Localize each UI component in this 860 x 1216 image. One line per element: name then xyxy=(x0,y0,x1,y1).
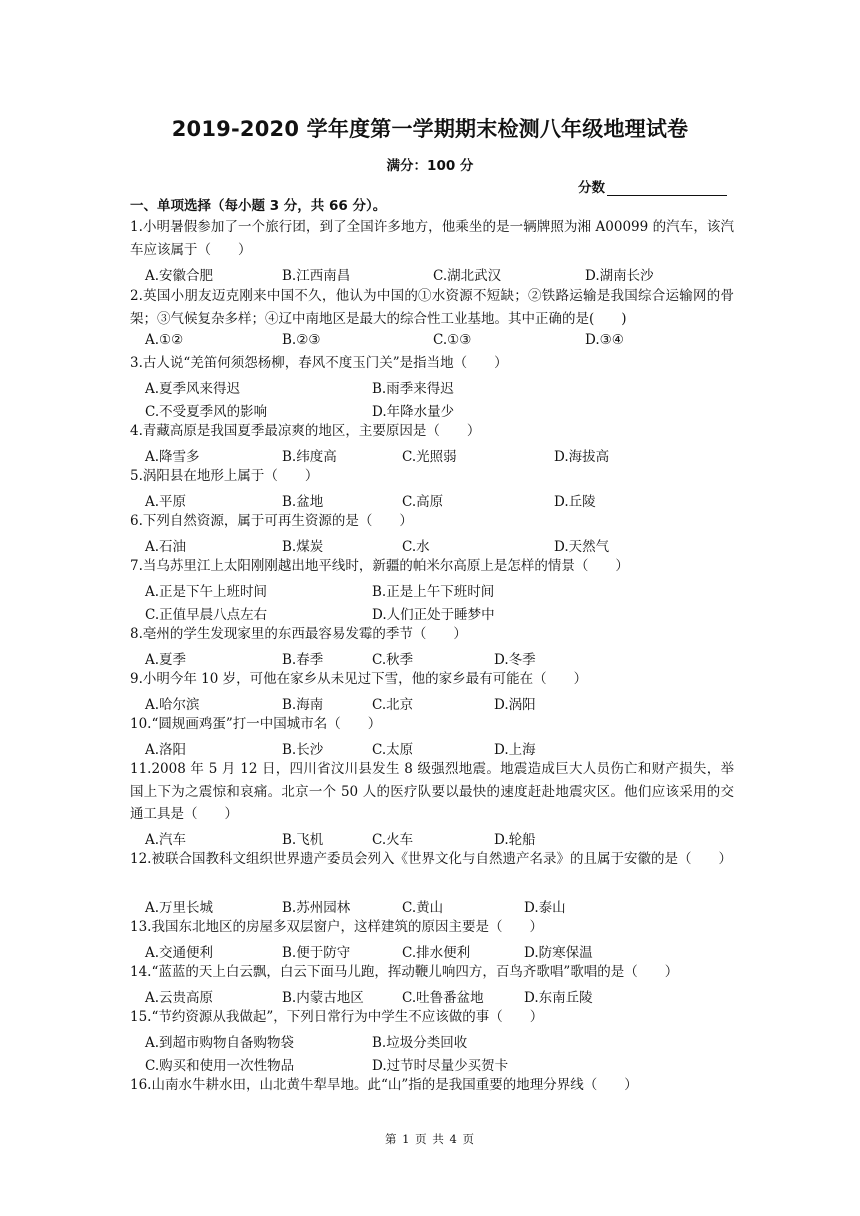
option-4d: D.海拔高 xyxy=(554,449,610,465)
option-8c: C.秋季 xyxy=(372,652,414,668)
option-14b: B.内蒙古地区 xyxy=(282,990,364,1006)
question-8: 8.亳州的学生发现家里的东西最容易发霉的季节（ ） xyxy=(130,626,467,642)
question-3: 3.古人说“羌笛何须怨杨柳，春风不度玉门关”是指当地（ ） xyxy=(130,355,508,371)
option-15c: C.购买和使用一次性物品 xyxy=(145,1058,295,1074)
option-6d: D.天然气 xyxy=(554,539,610,555)
option-7c: C.正值早晨八点左右 xyxy=(145,607,268,623)
option-1d: D.湖南长沙 xyxy=(585,268,654,284)
option-2c: C.①③ xyxy=(433,332,472,348)
option-9a: A.哈尔滨 xyxy=(145,697,200,713)
option-4c: C.光照弱 xyxy=(402,449,457,465)
option-3b: B.雨季来得迟 xyxy=(372,381,454,397)
question-10: 10.“圆规画鸡蛋”打一中国城市名（ ） xyxy=(130,716,382,732)
option-4a: A.降雪多 xyxy=(145,449,200,465)
option-5a: A.平原 xyxy=(145,494,187,510)
question-12: 12.被联合国教科文组织世界遗产委员会列入《世界文化与自然遗产名录》的且属于安徽的是（ ） xyxy=(130,851,732,867)
option-12c: C.黄山 xyxy=(402,900,444,916)
question-5: 5.涡阳县在地形上属于（ ） xyxy=(130,468,319,484)
option-9d: D.涡阳 xyxy=(494,697,536,713)
option-3d: D.年降水量少 xyxy=(372,404,455,420)
page-footer: 第 1 页 共 4 页 xyxy=(385,1132,475,1146)
option-1c: C.湖北武汉 xyxy=(433,268,502,284)
option-8d: D.冬季 xyxy=(494,652,536,668)
question-2: 2.英国小朋友迈克刚来中国不久，他认为中国的①水资源不短缺；②铁路运输是我国综合运输网的骨架；③气候复杂多样；④辽中南地区是最大的综合性工业基地。其中正确的是( ) xyxy=(130,288,734,327)
question-1: 1.小明暑假参加了一个旅行团，到了全国许多地方，他乘坐的是一辆牌照为湘 A00099 的汽车，该汽车应该属于（ ） xyxy=(130,219,734,258)
option-9c: C.北京 xyxy=(372,697,414,713)
option-12b: B.苏州园林 xyxy=(282,900,351,916)
option-2a: A.①② xyxy=(145,332,184,348)
option-10c: C.太原 xyxy=(372,742,414,758)
option-5b: B.盆地 xyxy=(282,494,324,510)
question-9: 9.小明今年 10 岁，可他在家乡从未见过下雪，他的家乡最有可能在（ ） xyxy=(130,671,588,687)
question-14: 14.“蓝蓝的天上白云飘，白云下面马儿跑，挥动鞭儿响四方，百鸟齐歌唱”歌唱的是（ ） xyxy=(130,964,679,980)
option-2d: D.③④ xyxy=(585,332,624,348)
option-10b: B.长沙 xyxy=(282,742,324,758)
score-blank-line xyxy=(607,181,727,196)
option-8a: A.夏季 xyxy=(145,652,187,668)
option-11d: D.轮船 xyxy=(494,832,536,848)
score-label: 分数 xyxy=(578,180,605,196)
option-15b: B.垃圾分类回收 xyxy=(372,1035,468,1051)
option-3a: A.夏季风来得迟 xyxy=(145,381,241,397)
option-6b: B.煤炭 xyxy=(282,539,324,555)
option-7a: A.正是下午上班时间 xyxy=(145,584,268,600)
question-16: 16.山南水牛耕水田，山北黄牛犁旱地。此“山”指的是我国重要的地理分界线（ ） xyxy=(130,1077,638,1093)
option-13a: A.交通便利 xyxy=(145,945,214,961)
option-15a: A.到超市购物自备购物袋 xyxy=(145,1035,295,1051)
option-11c: C.火车 xyxy=(372,832,414,848)
option-13b: B.便于防守 xyxy=(282,945,351,961)
question-6: 6.下列自然资源，属于可再生资源的是（ ） xyxy=(130,513,413,529)
option-12d: D.泰山 xyxy=(524,900,566,916)
option-10d: D.上海 xyxy=(494,742,536,758)
question-13: 13.我国东北地区的房屋多双层窗户，这样建筑的原因主要是（ ） xyxy=(130,919,543,935)
option-12a: A.万里长城 xyxy=(145,900,214,916)
option-1b: B.江西南昌 xyxy=(282,268,351,284)
option-2b: B.②③ xyxy=(282,332,321,348)
option-14a: A.云贵高原 xyxy=(145,990,214,1006)
section-heading: 一、单项选择（每小题 3 分，共 66 分）。 xyxy=(130,198,387,214)
question-7: 7.当乌苏里江上太阳刚刚越出地平线时，新疆的帕米尔高原上是怎样的情景（ ） xyxy=(130,558,629,574)
option-9b: B.海南 xyxy=(282,697,324,713)
option-10a: A.洛阳 xyxy=(145,742,187,758)
option-13d: D.防寒保温 xyxy=(524,945,593,961)
option-14c: C.吐鲁番盆地 xyxy=(402,990,484,1006)
option-5d: D.丘陵 xyxy=(554,494,596,510)
option-3c: C.不受夏季风的影响 xyxy=(145,404,268,420)
question-11: 11.2008 年 5 月 12 日，四川省汶川县发生 8 级强烈地震。地震造成巨大人员伤亡和财产损失，举国上下为之震惊和哀痛。北京一个 50 人的医疗队要以最快的速度赶赴地震灾区。他们应该采用的交通工具是（ ） xyxy=(130,761,734,823)
exam-title: 2019-2020 学年度第一学期期末检测八年级地理试卷 xyxy=(171,117,689,141)
option-11a: A.汽车 xyxy=(145,832,187,848)
option-11b: B.飞机 xyxy=(282,832,324,848)
option-7d: D.人们正处于睡梦中 xyxy=(372,607,495,623)
question-4: 4.青藏高原是我国夏季最凉爽的地区，主要原因是（ ） xyxy=(130,423,481,439)
option-6a: A.石油 xyxy=(145,539,187,555)
option-4b: B.纬度高 xyxy=(282,449,337,465)
option-8b: B.春季 xyxy=(282,652,324,668)
full-score: 满分：100 分 xyxy=(386,158,474,174)
option-6c: C.水 xyxy=(402,539,430,555)
option-15d: D.过节时尽量少买贺卡 xyxy=(372,1058,509,1074)
option-13c: C.排水便利 xyxy=(402,945,471,961)
option-1a: A.安徽合肥 xyxy=(145,268,214,284)
option-14d: D.东南丘陵 xyxy=(524,990,593,1006)
question-15: 15.“节约资源从我做起”，下列日常行为中学生不应该做的事（ ） xyxy=(130,1009,544,1025)
score-field xyxy=(578,176,727,196)
option-5c: C.高原 xyxy=(402,494,444,510)
option-7b: B.正是上午下班时间 xyxy=(372,584,495,600)
